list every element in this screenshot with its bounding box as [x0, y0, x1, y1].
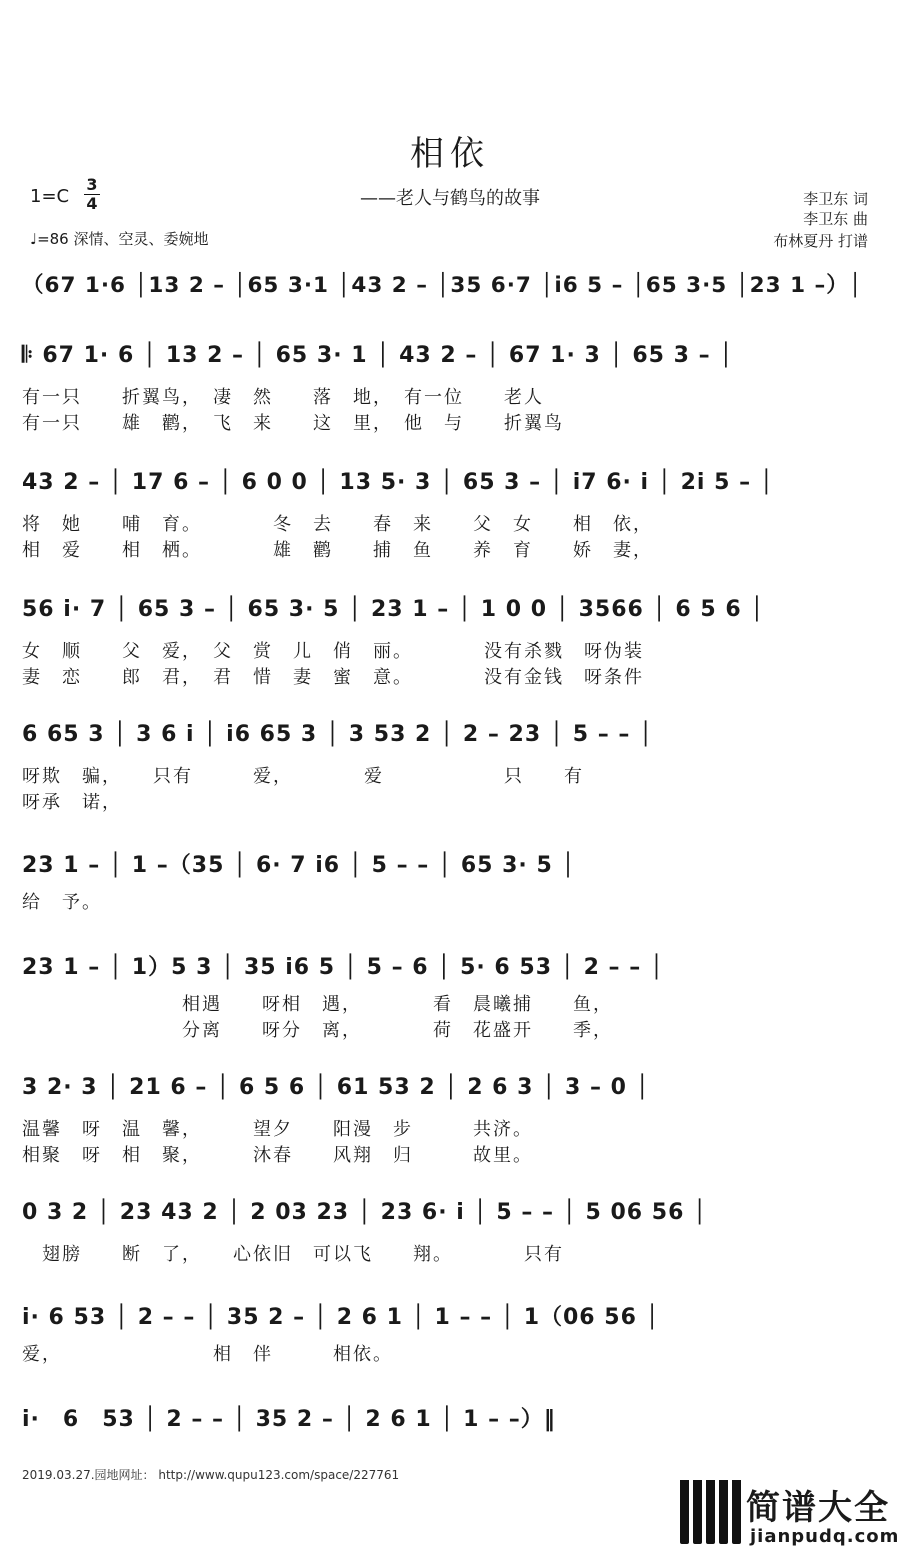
note-line: 3 2· 3 │ 21 6 – │ 6 5 6 │ 61 53 2 │ 2 6 3 │ 3 – 0 │ [22, 1075, 650, 1100]
note-line: 56 i· 7 │ 65 3 – │ 65 3· 5 │ 23 1 – │ 1 0 0 │ 3566 │ 6 5 6 │ [22, 597, 765, 622]
lyric-line: 翅膀 断 了， 心依旧 可以飞 翔。 只有 [22, 1244, 564, 1265]
piano-keys-icon [680, 1480, 742, 1544]
note-line: 23 1 – │ 1）5 3 │ 35 i6 5 │ 5 – 6 │ 5· 6 53 │ 2 – – │ [22, 955, 665, 980]
time-signature [84, 176, 100, 213]
lyric-line: 女 顺 父 爱， 父 赏 儿 俏 丽。 没有杀戮 呀伪装 [22, 641, 644, 662]
note-line: i· 6 53 │ 2 – – │ 35 2 – │ 2 6 1 │ 1 – –）‖ [22, 1407, 556, 1432]
lyric-line: 分离 呀分 离， 荷 花盛开 季， [22, 1020, 613, 1041]
song-title: 相依 [410, 134, 490, 174]
note-line: 𝄆 67 1· 6 │ 13 2 – │ 65 3· 1 │ 43 2 – │ 67 1· 3 │ 65 3 – │ [22, 343, 734, 368]
note-line: 6 65 3 │ 3 6 i │ i6 65 3 │ 3 53 2 │ 2 – 23 │ 5 – – │ [22, 722, 654, 747]
transcriber-credit: 布林夏丹 打谱 [773, 232, 868, 250]
lyric-line: 给 予。 [22, 892, 102, 913]
meter-bottom: 4 [86, 194, 98, 213]
lyricist-credit: 李卫东 词 [803, 190, 868, 208]
lyric-line: 有一只 折翼鸟， 凄 然 落 地， 有一位 老人 [22, 387, 544, 408]
lyric-line: 呀承 诺， [22, 792, 122, 813]
lyric-line: 相遇 呀相 遇， 看 晨曦捕 鱼， [22, 994, 613, 1015]
note-line: 23 1 – │ 1 –（35 │ 6· 7 i6 │ 5 – – │ 65 3· 5 │ [22, 853, 576, 878]
lyric-line: 妻 恋 郎 君， 君 惜 妻 蜜 意。 没有金钱 呀条件 [22, 667, 644, 688]
song-subtitle: ——老人与鹤鸟的故事 [360, 188, 540, 209]
note-line: 43 2 – │ 17 6 – │ 6 0 0 │ 13 5· 3 │ 65 3 – │ i7 6· i │ 2i 5 – │ [22, 470, 775, 495]
watermark-url: jianpudq.com [750, 1526, 900, 1547]
lyric-line: 相 爱 相 栖。 雄 鹳 捕 鱼 养 育 娇 妻， [22, 540, 653, 561]
note-line: （67 1·6 │13 2 – │65 3·1 │43 2 – │35 6·7 │i6 5 – │65 3·5 │23 1 –）│ [22, 273, 863, 298]
footer-url: 2019.03.27.园地网址： http://www.qupu123.com/space/227761 [22, 1468, 400, 1482]
note-line: 0 3 2 │ 23 43 2 │ 2 03 23 │ 23 6· i │ 5 – – │ 5 06 56 │ [22, 1200, 708, 1225]
lyric-line: 有一只 雄 鹳， 飞 来 这 里， 他 与 折翼鸟 [22, 413, 564, 434]
tempo-marking: ♩=86 深情、空灵、委婉地 [30, 230, 209, 248]
lyric-line: 温馨 呀 温 馨， 望夕 阳漫 步 共济。 [22, 1119, 533, 1140]
key-signature: 1=C [30, 186, 70, 207]
composer-credit: 李卫东 曲 [803, 210, 868, 228]
note-line: i· 6 53 │ 2 – – │ 35 2 – │ 2 6 1 │ 1 – – │ 1（06 56 │ [22, 1305, 660, 1330]
lyric-line: 呀欺 骗， 只有 爱， 爱 只 有 [22, 766, 584, 787]
lyric-line: 相聚 呀 相 聚， 沐春 风翔 归 故里。 [22, 1145, 533, 1166]
meter-top: 3 [84, 176, 100, 195]
lyric-line: 爱， 相 伴 相依。 [22, 1344, 393, 1365]
lyric-line: 将 她 哺 育。 冬 去 春 来 父 女 相 依， [22, 514, 653, 535]
watermark-name: 简谱大全 [746, 1488, 890, 1528]
watermark-logo [680, 1480, 900, 1555]
